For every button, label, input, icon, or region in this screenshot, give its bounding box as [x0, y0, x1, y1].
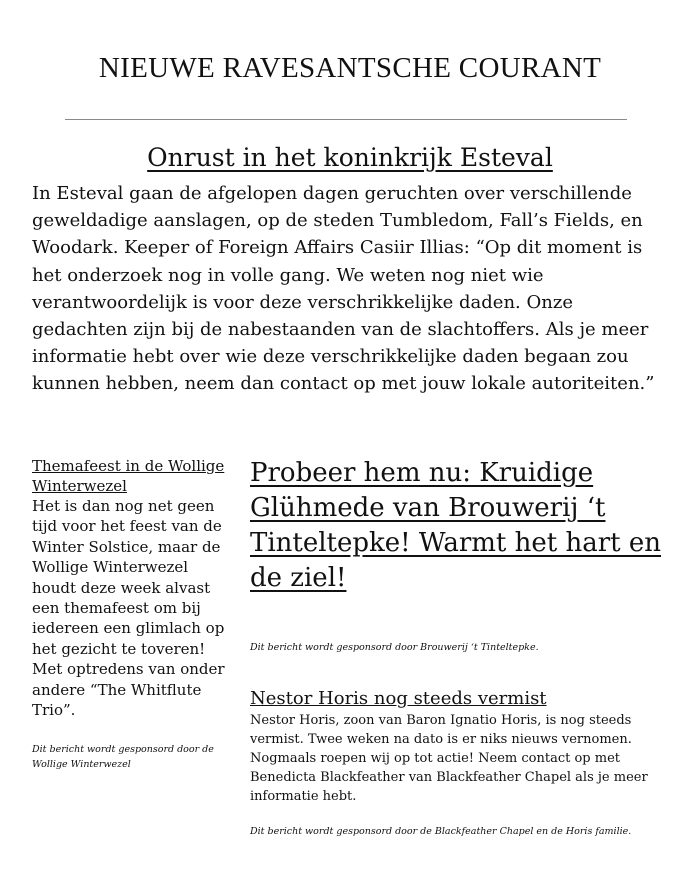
left-article-body: Het is dan nog net geen tijd voor het feest van de Winter Solstice, maar de Wollige Winterwezel houdt deze week alvast een themafeest om bij iedereen een glimlach op het gezicht te toveren! Met optredens van onder andere “The Whitflute Trio”.	[32, 497, 225, 720]
news-article-title: Nestor Horis nog steeds vermist	[250, 688, 547, 709]
lead-article-title: Onrust in het koninkrijk Esteval	[147, 143, 553, 172]
lead-article-body: In Esteval gaan de afgelopen dagen geruchten over verschillende geweldadige aanslagen, op de steden Tumbledom, Fall’s Fields, en Woodark. Keeper of Foreign Affairs Casiir Illias: “Op dit moment is het onderzoek nog in volle gang. We weten nog niet wie verantwoordelijk is voor deze verschrikkelijke daden. Onze gedachten zijn bij de nabestaanden van de slachtoffers. Als je meer informatie hebt over wie deze verschrikkelijke daden begaan zou kunnen hebben, neem dan contact op met jouw lokale autoriteiten.”	[32, 183, 655, 395]
left-article-sponsor-note: Dit bericht wordt gesponsord door de Wollige Winterwezel	[32, 744, 214, 771]
masthead-title: NIEUWE RAVESANTSCHE COURANT	[98, 52, 602, 84]
news-article-body: Nestor Horis, zoon van Baron Ignatio Horis, is nog steeds vermist. Twee weken na dato is er niks nieuws vernomen. Nogmaals roepen wij op tot actie! Neem contact op met Benedicta Blackfeather van Blackfeather Chapel als je meer informatie hebt.	[250, 713, 648, 804]
advertisement-sponsor-note: Dit bericht wordt gesponsord door Brouwerij ‘t Tinteltepke.	[250, 642, 539, 653]
left-article	[32, 456, 232, 772]
news-article	[250, 688, 680, 806]
masthead-divider	[65, 119, 627, 120]
advertisement-headline: Probeer hem nu: Kruidige Glühmede van Brouwerij ‘t Tinteltepke! Warmt het hart en de ziel!	[250, 458, 662, 593]
news-article-sponsor-note: Dit bericht wordt gesponsord door de Blackfeather Chapel en de Horis familie.	[250, 826, 632, 837]
advertisement	[250, 456, 670, 596]
left-article-title: Themafeest in de Wollige Winterwezel	[32, 457, 225, 495]
